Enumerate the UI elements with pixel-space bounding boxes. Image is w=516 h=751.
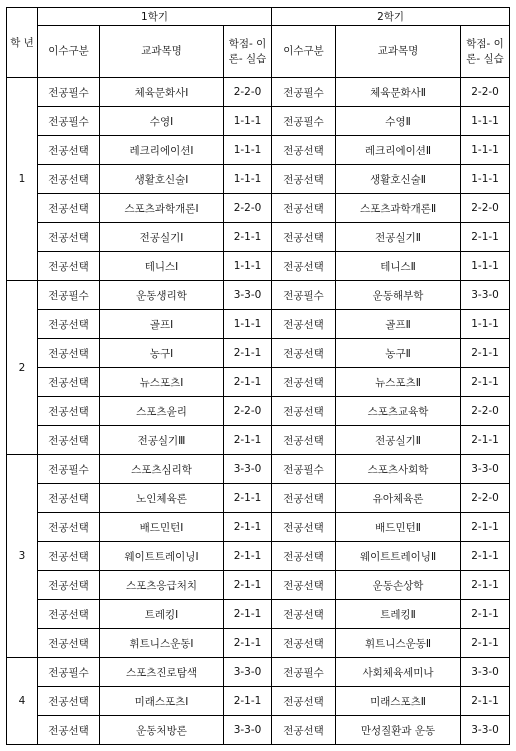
type-cell-s2: 전공선택: [272, 426, 336, 455]
course-cell-s2: 골프Ⅱ: [336, 310, 461, 339]
type-cell-s2: 전공필수: [272, 658, 336, 687]
type-cell-s1: 전공선택: [38, 629, 100, 658]
type-cell-s1: 전공선택: [38, 136, 100, 165]
credit-cell-s2: 2-2-0: [461, 78, 510, 107]
course-cell-s1: 체육문화사Ⅰ: [100, 78, 224, 107]
course-cell-s1: 농구Ⅰ: [100, 339, 224, 368]
type-cell-s2: 전공필수: [272, 107, 336, 136]
course-cell-s1: 휘트니스운동Ⅰ: [100, 629, 224, 658]
course-cell-s2: 사회체육세미나: [336, 658, 461, 687]
table-row: [7, 310, 510, 339]
credit-cell-s2: 2-1-1: [461, 513, 510, 542]
credit-cell-s1: 1-1-1: [224, 136, 272, 165]
course-cell-s1: 뉴스포츠Ⅰ: [100, 368, 224, 397]
credit-cell-s2: 2-2-0: [461, 484, 510, 513]
table-row: [7, 107, 510, 136]
course-cell-s1: 생활호신술Ⅰ: [100, 165, 224, 194]
course-cell-s2: 수영Ⅱ: [336, 107, 461, 136]
table-row: [7, 426, 510, 455]
table-row: [7, 629, 510, 658]
credit-header-1: 학점- 이론- 실습: [224, 26, 272, 78]
course-cell-s1: 배드민턴Ⅰ: [100, 513, 224, 542]
table-row: [7, 339, 510, 368]
course-cell-s1: 스포츠진로탐색: [100, 658, 224, 687]
type-cell-s1: 전공필수: [38, 281, 100, 310]
year-cell: 2: [7, 281, 38, 455]
type-cell-s2: 전공필수: [272, 78, 336, 107]
type-cell-s1: 전공선택: [38, 368, 100, 397]
course-cell-s2: 미래스포츠Ⅱ: [336, 687, 461, 716]
credit-cell-s1: 1-1-1: [224, 252, 272, 281]
course-cell-s2: 스포츠과학개론Ⅱ: [336, 194, 461, 223]
course-cell-s1: 미래스포츠Ⅰ: [100, 687, 224, 716]
type-cell-s1: 전공필수: [38, 455, 100, 484]
course-cell-s1: 레크리에이션Ⅰ: [100, 136, 224, 165]
credit-cell-s2: 2-2-0: [461, 194, 510, 223]
type-cell-s1: 전공선택: [38, 310, 100, 339]
table-row: [7, 397, 510, 426]
course-cell-s2: 생활호신술Ⅱ: [336, 165, 461, 194]
course-cell-s2: 운동해부학: [336, 281, 461, 310]
course-cell-s2: 전공실기Ⅱ: [336, 426, 461, 455]
credit-cell-s2: 1-1-1: [461, 165, 510, 194]
table-row: [7, 716, 510, 745]
course-cell-s2: 트레킹Ⅱ: [336, 600, 461, 629]
type-cell-s2: 전공선택: [272, 397, 336, 426]
table-row: [7, 484, 510, 513]
course-cell-s1: 스포츠과학개론Ⅰ: [100, 194, 224, 223]
course-cell-s1: 웨이트트레이닝Ⅰ: [100, 542, 224, 571]
course-cell-s2: 만성질환과 운동: [336, 716, 461, 745]
credit-cell-s2: 2-1-1: [461, 542, 510, 571]
credit-cell-s1: 3-3-0: [224, 658, 272, 687]
table-row: [7, 542, 510, 571]
credit-cell-s1: 2-1-1: [224, 542, 272, 571]
course-cell-s2: 농구Ⅱ: [336, 339, 461, 368]
course-cell-s2: 레크리에이션Ⅱ: [336, 136, 461, 165]
credit-cell-s1: 2-2-0: [224, 194, 272, 223]
type-cell-s1: 전공선택: [38, 716, 100, 745]
credit-header-2: 학점- 이론- 실습: [461, 26, 510, 78]
credit-cell-s1: 2-1-1: [224, 687, 272, 716]
table-row: [7, 281, 510, 310]
table-row: [7, 223, 510, 252]
course-cell-s2: 스포츠사회학: [336, 455, 461, 484]
credit-cell-s1: 2-1-1: [224, 571, 272, 600]
credit-cell-s1: 2-1-1: [224, 223, 272, 252]
course-cell-s2: 운동손상학: [336, 571, 461, 600]
credit-cell-s1: 2-1-1: [224, 339, 272, 368]
type-cell-s1: 전공선택: [38, 484, 100, 513]
table-row: [7, 252, 510, 281]
type-cell-s2: 전공선택: [272, 165, 336, 194]
credit-cell-s2: 2-1-1: [461, 339, 510, 368]
type-cell-s1: 전공필수: [38, 658, 100, 687]
type-cell-s2: 전공선택: [272, 513, 336, 542]
course-cell-s1: 스포츠응급처치: [100, 571, 224, 600]
type-cell-s2: 전공선택: [272, 542, 336, 571]
credit-cell-s1: 2-1-1: [224, 513, 272, 542]
credit-cell-s2: 2-1-1: [461, 687, 510, 716]
type-cell-s1: 전공선택: [38, 571, 100, 600]
year-cell: 4: [7, 658, 38, 745]
type-cell-s2: 전공필수: [272, 281, 336, 310]
course-cell-s1: 노인체육론: [100, 484, 224, 513]
credit-cell-s2: 2-2-0: [461, 397, 510, 426]
table-row: [7, 194, 510, 223]
credit-cell-s2: 1-1-1: [461, 310, 510, 339]
type-cell-s1: 전공선택: [38, 223, 100, 252]
type-cell-s2: 전공선택: [272, 484, 336, 513]
type-cell-s1: 전공선택: [38, 600, 100, 629]
type-cell-s2: 전공선택: [272, 194, 336, 223]
credit-cell-s1: 2-1-1: [224, 426, 272, 455]
course-cell-s2: 체육문화사Ⅱ: [336, 78, 461, 107]
credit-cell-s1: 3-3-0: [224, 281, 272, 310]
type-header-1: 이수구분: [38, 26, 100, 78]
course-cell-s2: 배드민턴Ⅱ: [336, 513, 461, 542]
table-row: [7, 513, 510, 542]
credit-cell-s1: 3-3-0: [224, 455, 272, 484]
credit-cell-s1: 2-1-1: [224, 368, 272, 397]
curriculum-table-wrapper: [6, 7, 510, 745]
credit-cell-s1: 1-1-1: [224, 165, 272, 194]
credit-cell-s1: 3-3-0: [224, 716, 272, 745]
credit-cell-s2: 3-3-0: [461, 716, 510, 745]
year-cell: 3: [7, 455, 38, 658]
type-cell-s1: 전공선택: [38, 426, 100, 455]
type-cell-s1: 전공선택: [38, 687, 100, 716]
credit-cell-s2: 2-1-1: [461, 629, 510, 658]
type-cell-s2: 전공선택: [272, 629, 336, 658]
type-cell-s2: 전공선택: [272, 716, 336, 745]
type-cell-s2: 전공선택: [272, 223, 336, 252]
type-cell-s1: 전공선택: [38, 397, 100, 426]
year-header: 학 년: [7, 8, 38, 78]
credit-cell-s1: 2-1-1: [224, 484, 272, 513]
type-cell-s2: 전공선택: [272, 571, 336, 600]
type-cell-s1: 전공필수: [38, 78, 100, 107]
course-cell-s2: 휘트니스운동Ⅱ: [336, 629, 461, 658]
course-cell-s1: 테니스Ⅰ: [100, 252, 224, 281]
course-cell-s1: 전공실기Ⅲ: [100, 426, 224, 455]
table-row: [7, 78, 510, 107]
type-cell-s1: 전공필수: [38, 107, 100, 136]
type-cell-s1: 전공선택: [38, 252, 100, 281]
course-cell-s2: 웨이트트레이닝Ⅱ: [336, 542, 461, 571]
course-cell-s1: 전공실기Ⅰ: [100, 223, 224, 252]
course-header-1: 교과목명: [100, 26, 224, 78]
type-cell-s1: 전공선택: [38, 165, 100, 194]
credit-cell-s2: 3-3-0: [461, 281, 510, 310]
course-cell-s2: 테니스Ⅱ: [336, 252, 461, 281]
credit-cell-s1: 1-1-1: [224, 107, 272, 136]
credit-cell-s2: 2-1-1: [461, 223, 510, 252]
curriculum-body: [7, 78, 510, 745]
table-row: [7, 368, 510, 397]
semester2-header: 2학기: [272, 8, 510, 26]
course-cell-s1: 트레킹Ⅰ: [100, 600, 224, 629]
table-row: [7, 658, 510, 687]
type-cell-s1: 전공선택: [38, 339, 100, 368]
type-cell-s2: 전공필수: [272, 455, 336, 484]
course-cell-s1: 운동처방론: [100, 716, 224, 745]
course-cell-s2: 뉴스포츠Ⅱ: [336, 368, 461, 397]
credit-cell-s2: 2-1-1: [461, 368, 510, 397]
course-cell-s1: 수영Ⅰ: [100, 107, 224, 136]
type-cell-s1: 전공선택: [38, 542, 100, 571]
table-row: [7, 136, 510, 165]
credit-cell-s2: 1-1-1: [461, 107, 510, 136]
course-cell-s2: 스포츠교육학: [336, 397, 461, 426]
year-cell: 1: [7, 78, 38, 281]
credit-cell-s2: 3-3-0: [461, 455, 510, 484]
type-cell-s2: 전공선택: [272, 310, 336, 339]
type-cell-s2: 전공선택: [272, 600, 336, 629]
course-cell-s1: 골프Ⅰ: [100, 310, 224, 339]
table-row: [7, 600, 510, 629]
type-cell-s2: 전공선택: [272, 368, 336, 397]
credit-cell-s2: 2-1-1: [461, 426, 510, 455]
credit-cell-s2: 2-1-1: [461, 571, 510, 600]
table-row: [7, 455, 510, 484]
course-cell-s1: 스포츠윤리: [100, 397, 224, 426]
credit-cell-s1: 2-1-1: [224, 600, 272, 629]
semester1-header: 1학기: [38, 8, 272, 26]
credit-cell-s2: 2-1-1: [461, 600, 510, 629]
type-header-2: 이수구분: [272, 26, 336, 78]
table-row: [7, 165, 510, 194]
course-cell-s1: 운동생리학: [100, 281, 224, 310]
type-cell-s2: 전공선택: [272, 252, 336, 281]
table-row: [7, 571, 510, 600]
credit-cell-s2: 1-1-1: [461, 252, 510, 281]
type-cell-s2: 전공선택: [272, 339, 336, 368]
credit-cell-s2: 3-3-0: [461, 658, 510, 687]
type-cell-s2: 전공선택: [272, 136, 336, 165]
credit-cell-s2: 1-1-1: [461, 136, 510, 165]
credit-cell-s1: 2-2-0: [224, 397, 272, 426]
type-cell-s1: 전공선택: [38, 513, 100, 542]
course-cell-s2: 전공실기Ⅱ: [336, 223, 461, 252]
table-row: [7, 687, 510, 716]
credit-cell-s1: 2-1-1: [224, 629, 272, 658]
type-cell-s1: 전공선택: [38, 194, 100, 223]
credit-cell-s1: 1-1-1: [224, 310, 272, 339]
course-header-2: 교과목명: [336, 26, 461, 78]
type-cell-s2: 전공선택: [272, 687, 336, 716]
course-cell-s1: 스포츠심리학: [100, 455, 224, 484]
curriculum-table: [6, 7, 510, 745]
course-cell-s2: 유아체육론: [336, 484, 461, 513]
credit-cell-s1: 2-2-0: [224, 78, 272, 107]
